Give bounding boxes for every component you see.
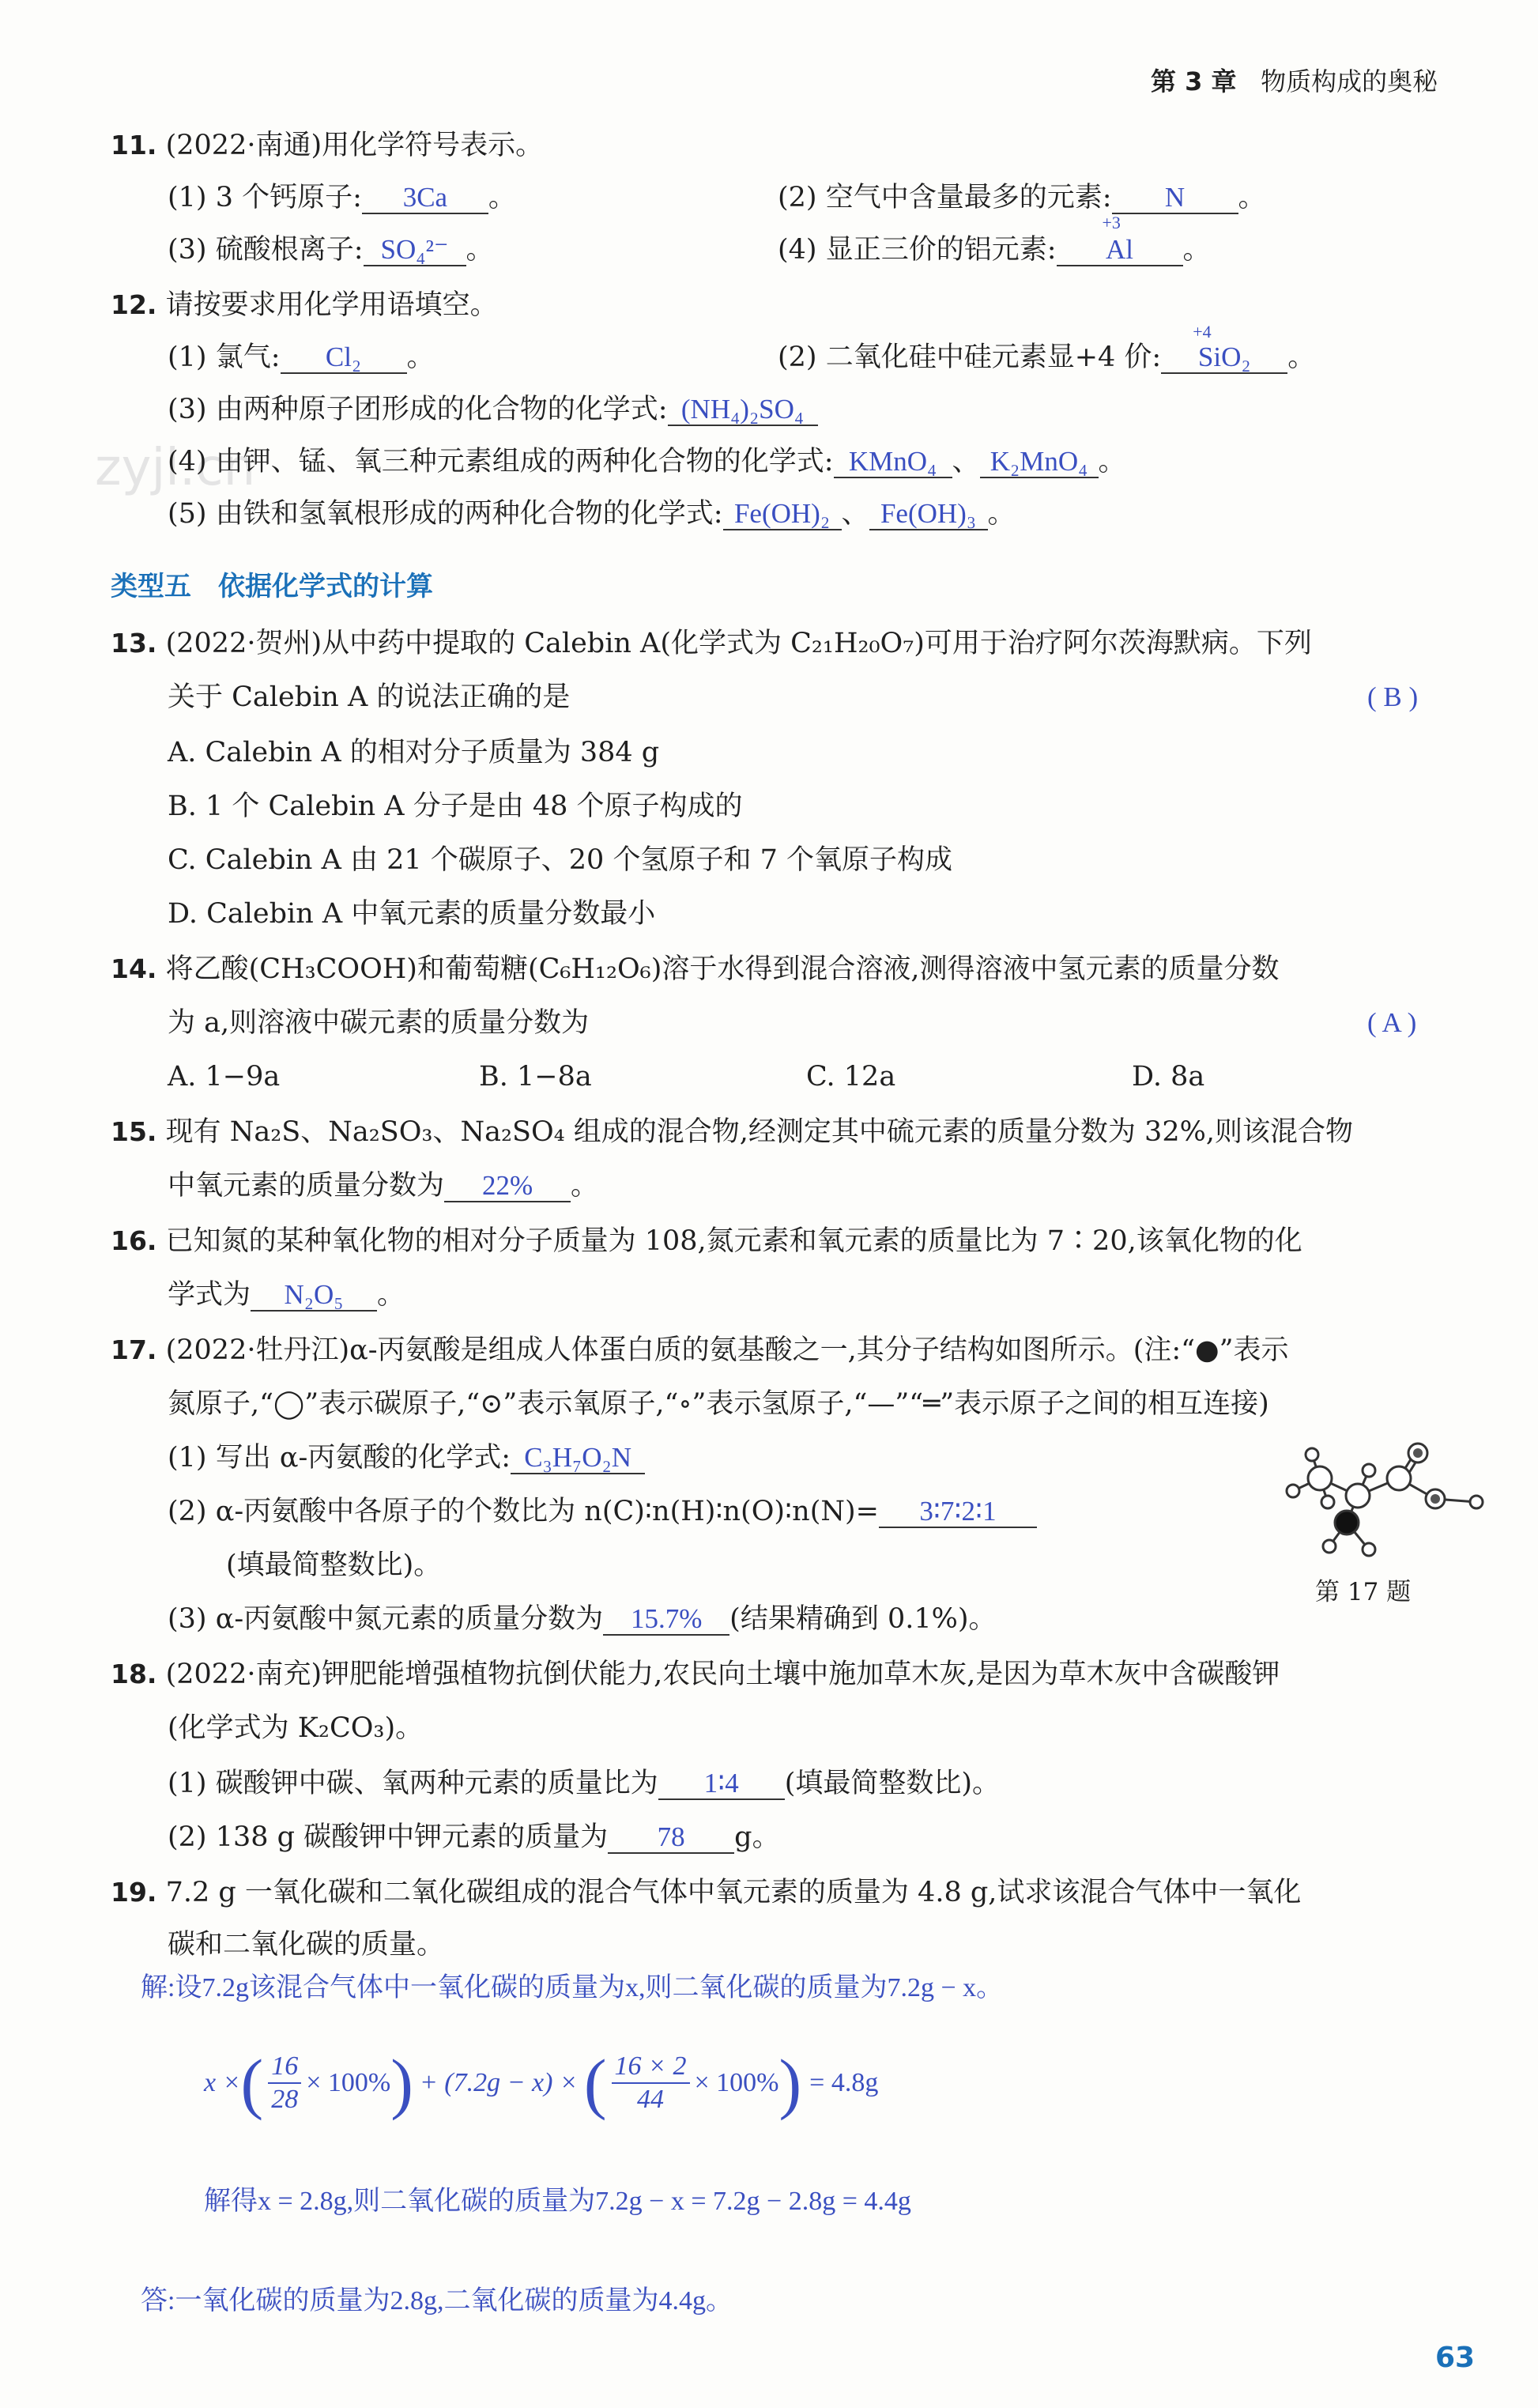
solution-line-2: 解得x = 2.8g,则二氧化碳的质量为7.2g − x = 7.2g − 2.8g = 4.4g bbox=[204, 2187, 911, 2216]
figure-caption: 第 17 题 bbox=[1315, 1578, 1412, 1606]
fraction-1: $\frac{16}{28}$ bbox=[268, 2051, 301, 2115]
q11-part2: (2) 空气中含量最多的元素: N 。 bbox=[778, 182, 1266, 213]
q16-stem: 16. 已知氮的某种氧化物的相对分子质量为 108,氮元素和氧元素的质量比为 7∶20,该氧化物的化 bbox=[111, 1225, 1302, 1257]
nitrogen-atom bbox=[1335, 1511, 1359, 1534]
answer-blank: Fe(OH)₃ bbox=[869, 499, 988, 530]
answer-blank: (NH₄)₂SO₄ bbox=[668, 394, 818, 426]
q13-option-a: A. Calebin A 的相对分子质量为 384 g bbox=[168, 737, 660, 768]
answer-blank: C₃H₇O₂N bbox=[511, 1443, 645, 1474]
answer-blank: N₂O₅ bbox=[251, 1280, 377, 1312]
q17-part2b: (填最简整数比)。 bbox=[226, 1549, 442, 1581]
q12-part1: (1) 氯气: Cl₂ 。 bbox=[168, 342, 435, 373]
solution-line-1: 解:设7.2g该混合气体中一氧化碳的质量为x,则二氧化碳的质量为7.2g − x。 bbox=[141, 1973, 1004, 2002]
chapter-label: 第 3 章 bbox=[1151, 66, 1237, 96]
hydrogen-atom bbox=[1306, 1448, 1318, 1461]
q14-option-b: B. 1−8a bbox=[479, 1061, 592, 1093]
q14-answer: ( A ) bbox=[1367, 1007, 1417, 1038]
hydrogen-atom bbox=[1287, 1485, 1299, 1497]
q15-stem: 15. 现有 Na₂S、Na₂SO₃、Na₂SO₄ 组成的混合物,经测定其中硫元素的质量分数为 32%,则该混合物 bbox=[111, 1116, 1353, 1148]
carbon-atom bbox=[1308, 1466, 1332, 1490]
answer-blank: +3 Al bbox=[1057, 235, 1183, 266]
q18-part1: (1) 碳酸钾中碳、氧两种元素的质量比为 1∶4 (填最简整数比)。 bbox=[168, 1768, 1001, 1799]
answer-blank: 15.7% bbox=[603, 1604, 729, 1636]
q12-part4: (4) 由钾、锰、氧三种元素组成的两种化合物的化学式: KMnO₄ 、 K₂MnO₄ 。 bbox=[168, 446, 1126, 477]
hydrogen-atom bbox=[1323, 1540, 1336, 1553]
hydrogen-atom bbox=[1363, 1464, 1375, 1477]
carbon-atom bbox=[1346, 1484, 1370, 1508]
carbon-atom bbox=[1387, 1466, 1411, 1490]
q12-stem: 12. 请按要求用化学用语填空。 bbox=[111, 289, 498, 321]
answer-blank: Fe(OH)₂ bbox=[723, 499, 842, 530]
chapter-title: 物质构成的奥秘 bbox=[1261, 66, 1438, 96]
q13-stem2: 关于 Calebin A 的说法正确的是 bbox=[168, 681, 571, 713]
q13-stem: 13. (2022·贺州)从中药中提取的 Calebin A(化学式为 C₂₁H₂₀O₇)可用于治疗阿尔茨海默病。下列 bbox=[111, 628, 1312, 659]
q11-part1: (1) 3 个钙原子: 3Ca 。 bbox=[168, 182, 516, 213]
q13-option-d: D. Calebin A 中氧元素的质量分数最小 bbox=[168, 898, 656, 930]
page-number: 63 bbox=[1435, 2342, 1476, 2374]
page-header bbox=[1151, 62, 1438, 98]
q11-part3: (3) 硫酸根离子: SO₄²⁻ 。 bbox=[168, 234, 494, 266]
q14-option-d: D. 8a bbox=[1132, 1061, 1205, 1093]
answer-blank: 78 bbox=[608, 1822, 734, 1854]
q14-stem2: 为 a,则溶液中碳元素的质量分数为 bbox=[168, 1007, 590, 1039]
q19-stem2: 碳和二氧化碳的质量。 bbox=[168, 1929, 445, 1961]
q13-answer: ( B ) bbox=[1367, 681, 1419, 712]
q17-part2: (2) α-丙氨酸中各原子的个数比为 n(C)∶n(H)∶n(O)∶n(N)= 3∶7∶2∶1 bbox=[168, 1494, 1037, 1529]
answer-blank: 3Ca bbox=[362, 183, 488, 214]
answer-blank: 1∶4 bbox=[658, 1768, 785, 1800]
answer-blank: SO₄²⁻ bbox=[364, 235, 466, 266]
hydrogen-atom bbox=[1470, 1496, 1483, 1508]
q12-part5: (5) 由铁和氢氧根形成的两种化合物的化学式: Fe(OH)₂ 、 Fe(OH)₃ 。 bbox=[168, 498, 1016, 530]
section-title: 类型五 依据化学式的计算 bbox=[111, 571, 433, 602]
hydrogen-atom bbox=[1363, 1543, 1375, 1556]
q12-part3: (3) 由两种原子团形成的化合物的化学式: (NH₄)₂SO₄ bbox=[168, 392, 818, 427]
q17-stem: 17. (2022·牡丹江)α-丙氨酸是组成人体蛋白质的氨基酸之一,其分子结构如图所示。(注:“●”表示 bbox=[111, 1334, 1289, 1366]
q13-option-c: C. Calebin A 由 21 个碳原子、20 个氢原子和 7 个氧原子构成 bbox=[168, 844, 952, 876]
solution-equation: x × ( $\frac{16}{28}$ × 100% ) + (7.2g − x) × ( $\frac{16 \times 2}{44}$ × 100% ) = 4.8g bbox=[204, 2045, 879, 2121]
answer-blank: 22% bbox=[444, 1171, 571, 1202]
q11-stem: 11. (2022·南通)用化学符号表示。 bbox=[111, 130, 544, 161]
answer-blank: KMnO₄ bbox=[834, 447, 952, 478]
q17-part3: (3) α-丙氨酸中氮元素的质量分数为 15.7% (结果精确到 0.1%)。 bbox=[168, 1603, 997, 1635]
q16-stem2: 学式为 N₂O₅ 。 bbox=[168, 1279, 405, 1311]
q14-option-c: C. 12a bbox=[806, 1061, 896, 1093]
q17-part1: (1) 写出 α-丙氨酸的化学式: C₃H₇O₂N bbox=[168, 1440, 645, 1475]
q11-part4: (4) 显正三价的铝元素: +3 Al 。 bbox=[778, 213, 1211, 266]
answer-blank: K₂MnO₄ bbox=[980, 447, 1099, 478]
q12-part2: (2) 二氧化硅中硅元素显+4 价: +4 SiO₂ 。 bbox=[778, 322, 1316, 373]
q19-stem: 19. 7.2 g 一氧化碳和二氧化碳组成的混合气体中氧元素的质量为 4.8 g,试求该混合气体中一氧化 bbox=[111, 1877, 1302, 1908]
q18-part2: (2) 138 g 碳酸钾中钾元素的质量为 78 g。 bbox=[168, 1821, 780, 1853]
q17-stem2: 氮原子,“◯”表示碳原子,“⊙”表示氧原子,“∘”表示氢原子,“—”“═”表示原子之间的相互连接) bbox=[168, 1388, 1269, 1420]
answer-blank: N bbox=[1112, 183, 1238, 214]
answer-blank: 3∶7∶2∶1 bbox=[879, 1497, 1037, 1528]
q15-stem2: 中氧元素的质量分数为 22% 。 bbox=[168, 1170, 599, 1202]
fraction-2: $\frac{16 \times 2}{44}$ bbox=[612, 2051, 690, 2115]
q14-stem: 14. 将乙酸(CH₃COOH)和葡萄糖(C₆H₁₂O₆)溶于水得到混合溶液,测得溶液中氢元素的质量分数 bbox=[111, 953, 1280, 985]
solution-answer: 答:一氧化碳的质量为2.8g,二氧化碳的质量为4.4g。 bbox=[141, 2286, 733, 2316]
answer-blank: Cl₂ bbox=[281, 342, 407, 374]
q18-stem: 18. (2022·南充)钾肥能增强植物抗倒伏能力,农民向土壤中施加草木灰,是因为草木灰中含碳酸钾 bbox=[111, 1659, 1280, 1690]
q13-option-b: B. 1 个 Calebin A 分子是由 48 个原子构成的 bbox=[168, 791, 743, 822]
q14-option-a: A. 1−9a bbox=[168, 1061, 281, 1093]
watermark: zyjl.cn bbox=[95, 439, 256, 497]
hydrogen-atom bbox=[1321, 1496, 1334, 1508]
answer-blank: +4 SiO₂ bbox=[1161, 342, 1287, 374]
q18-stem2: (化学式为 K₂CO₃)。 bbox=[168, 1712, 424, 1744]
